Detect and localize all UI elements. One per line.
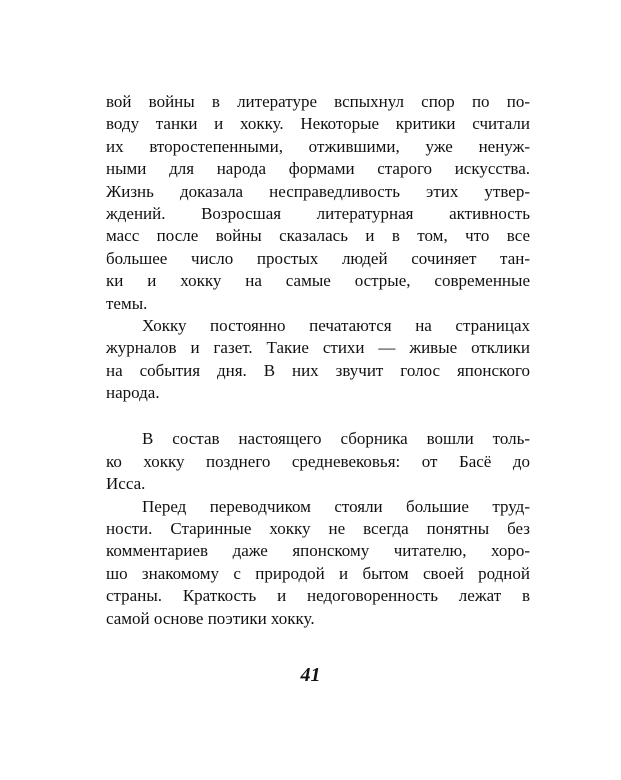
paragraph-1 (106, 91, 530, 315)
text-line: шо знакомому с природой и бытом своей родной (106, 563, 530, 583)
page-number: 41 (300, 664, 321, 686)
text-line: ными для народа формами старого искусства. (106, 159, 530, 179)
text-line: журналов и газет. Такие стихи — живые отклики (106, 338, 530, 358)
text-line: самой основе поэтики хокку. (106, 608, 315, 628)
text-line: вой войны в литературе вспыхнул спор по по- (106, 92, 530, 111)
text-line: темы. (106, 293, 148, 313)
paragraph-2 (106, 315, 530, 405)
text-line: комментариев даже японскому читателю, хоро- (106, 541, 530, 561)
text-line: ности. Старинные хокку не всегда понятны без (106, 519, 530, 539)
text-line: Хокку постоянно печатаются на страницах (142, 315, 530, 335)
text-line: Исса. (106, 474, 146, 494)
text-line: большее число простых людей сочиняет тан- (106, 248, 530, 268)
section-gap (106, 404, 530, 428)
text-line: ки и хокку на самые острые, современные (106, 271, 530, 291)
text-line: Жизнь доказала несправедливость этих утвер- (106, 181, 530, 201)
text-line: Перед переводчиком стояли большие труд- (142, 496, 530, 516)
paragraph-3 (106, 428, 530, 495)
text-line: на события дня. В них звучит голос японского (106, 360, 530, 380)
text-line: народа. (106, 383, 160, 403)
text-line: страны. Краткость и недоговоренность лежат в (106, 586, 530, 606)
text-line: В состав настоящего сборника вошли толь- (142, 429, 530, 449)
text-line: масс после войны сказалась и в том, что все (106, 226, 530, 246)
text-line: воду танки и хокку. Некоторые критики считали (106, 114, 530, 134)
text-line: ко хокку позднего средневековья: от Басё до (106, 451, 530, 471)
page-body (106, 91, 530, 630)
text-line: ждений. Возросшая литературная активность (106, 203, 530, 223)
paragraph-4 (106, 496, 530, 630)
text-line: их второстепенными, отжившими, уже ненуж- (106, 136, 530, 156)
